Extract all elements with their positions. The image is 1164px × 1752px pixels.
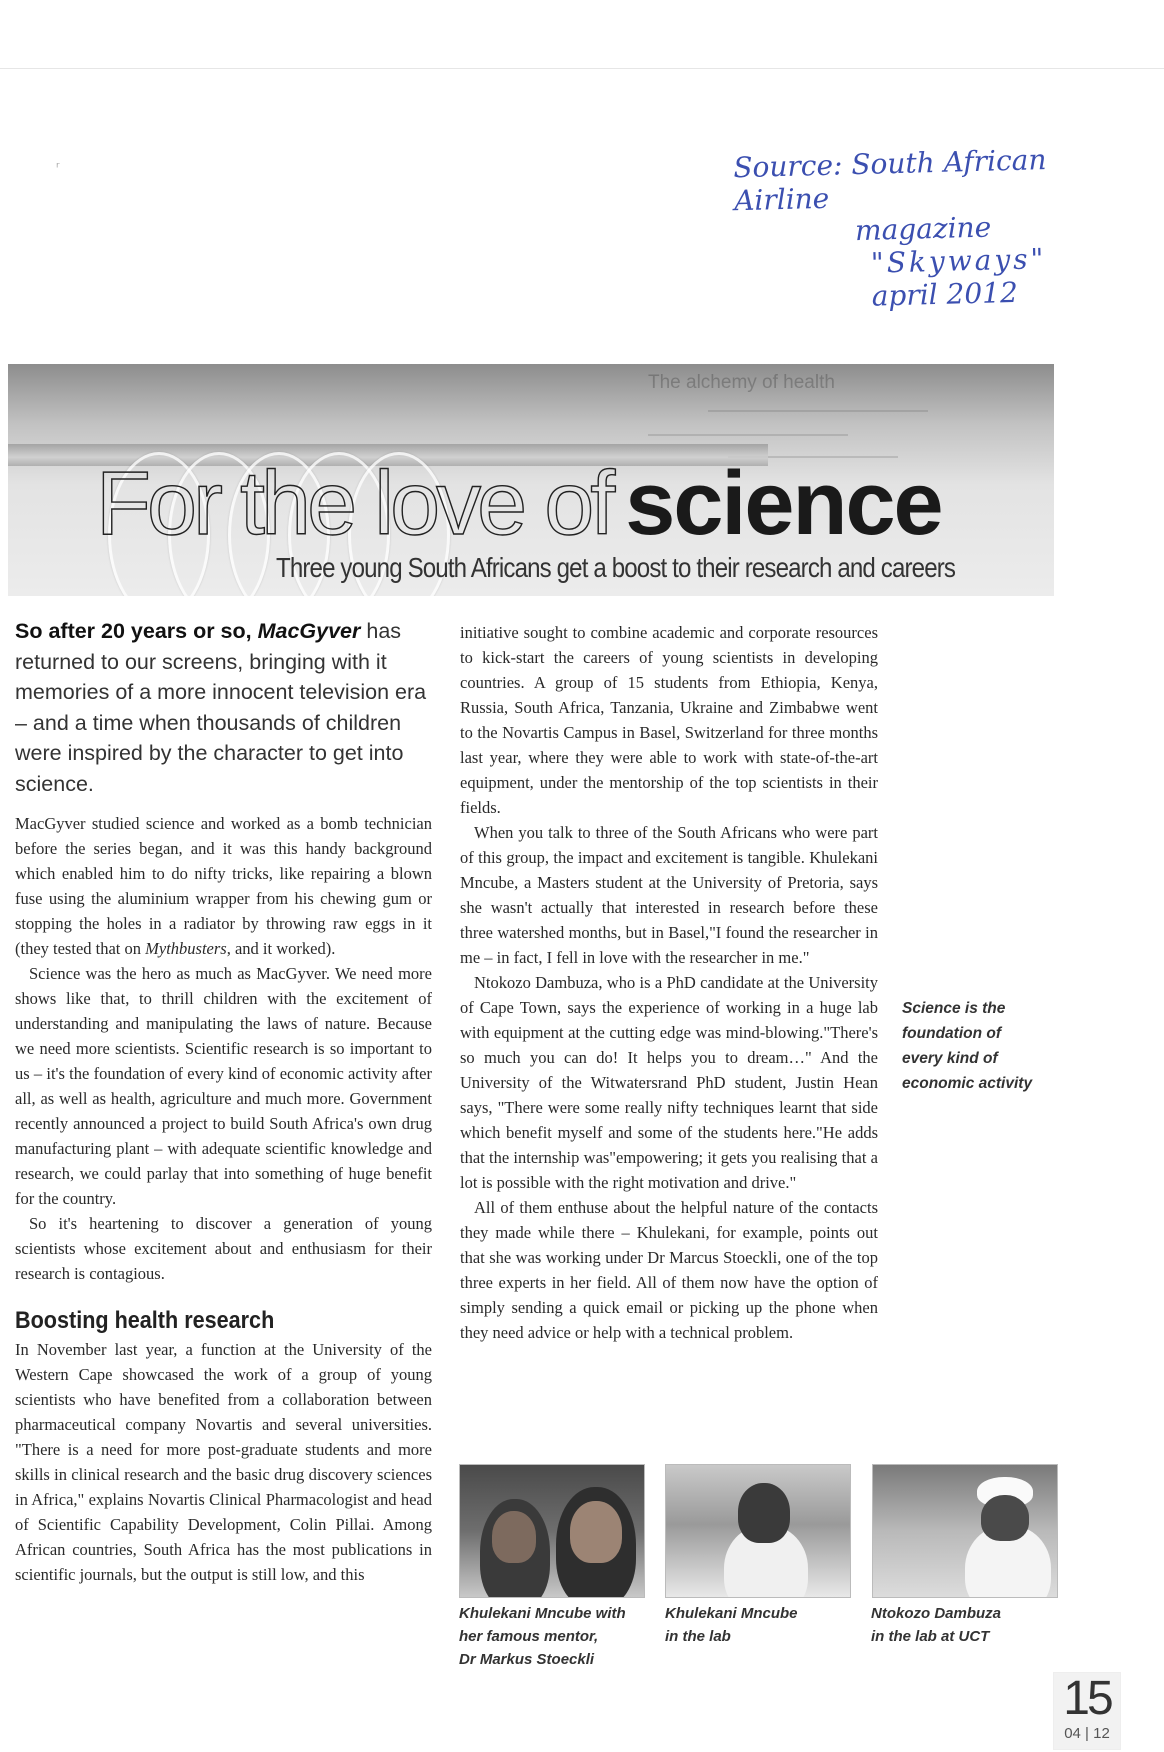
handnote-line-2: magazine: [854, 210, 992, 248]
caption-line: in the lab at UCT: [871, 1628, 990, 1645]
page-number: 15: [1063, 1672, 1111, 1725]
handnote-line-4: april 2012: [871, 275, 1019, 313]
pullquote-line: economic activity: [902, 1075, 1033, 1092]
top-rule: [0, 68, 1164, 69]
body-paragraph: Ntokozo Dambuza, who is a PhD candidate at the University of Cape Town, says the experience of working in a huge lab with equipment at the cutting edge was mind-blowing."There's so much you can do! It helps you to dream…" And the University of the Witwatersrand PhD student, Justin Hean says, "There were some really nifty techniques learnt that side which benefit myself and some of the students here."He adds that the internship was"empowering; it gets you realising that a lot is possible with the right motivation and drive.": [460, 973, 878, 1192]
handnote-line-3: "Skyways": [870, 242, 1047, 280]
caption-line: Khulekani Mncube: [665, 1605, 798, 1622]
body-paragraph: All of them enthuse about the helpful nature of the contacts they made while there – Khulekani, for example, points out that she was working under Dr Marcus Stoeckli, one of the top three experts in her field. All of them now have the option of simply sending a quick email or picking up the phone when they need advice or help with a technical problem.: [460, 1198, 878, 1342]
pullquote-line: Science is the: [902, 1000, 1006, 1017]
caption-line: Dr Markus Stoeckli: [459, 1651, 595, 1668]
caption-line: her famous mentor,: [459, 1628, 599, 1645]
handnote-line-1: Source: South African Airline: [732, 143, 1047, 218]
section-heading: Boosting health research: [15, 1307, 275, 1334]
body-paragraph: initiative sought to combine academic and corporate resources to kick-start the careers of young scientists in developing countries. A group of 15 students from Ethiopia, Kenya, Russia, South Africa, Tanzania, Ukraine and Zimbabwe went to the Novartis Campus in Basel, Switzerland for three months last year, where they were able to work with state-of-the-art equipment, under the mentorship of the top scientists in their fields.: [460, 623, 878, 817]
body-paragraph: In November last year, a function at the University of the Western Cape showcased the work of a group of young scientists who have benefited from a collaboration between pharmaceutical company Novartis and several universities. "There is a need for more post-graduate students and more skills in clinical research and the basic drug discovery sciences in Africa," explains Novartis Clinical Pharmacologist and head of Scientific Capability Development, Colin Pillai. Among African countries, South Africa has the most publications in scientific journals, but the output is still low, and this: [15, 1340, 432, 1584]
hero-background-line: [708, 410, 928, 412]
body-paragraph: Science was the hero as much as MacGyver. We need more shows like that, to thrill children with the excitement of understanding and manipulating the laws of nature. Because we need more scientists. Scientific research is so important to us – it's the foundation of every kind of economic activity after all, as well as health, agriculture and much more. Government recently announced a project to build South Africa's own drug manufacturing plant – with adequate scientific knowledge and research, we could parlay that into something of huge benefit for the country.: [15, 964, 432, 1208]
body-paragraph: When you talk to three of the South Africans who were part of this group, the impact and excitement is tangible. Khulekani Mncube, a Masters student at the University of Pretoria, says she wasn't actually that interested in research before these three watershed months, but in Basel,"I found the researcher in me – in fact, I fell in love with the researcher in me.": [460, 823, 878, 967]
hero-background-line: [648, 434, 848, 436]
photo-mncube-with-mentor: [459, 1464, 645, 1598]
pullquote-line: every kind of: [902, 1050, 998, 1067]
face-shape: [570, 1501, 622, 1563]
column-1: [15, 616, 432, 1587]
column-2: [460, 620, 878, 1345]
page-number-box: [1053, 1672, 1121, 1750]
photo-caption: [871, 1602, 1061, 1648]
photo-mncube-in-lab: [665, 1464, 851, 1598]
photo-caption: [665, 1602, 855, 1648]
lead-bold-italic: MacGyver: [257, 619, 361, 643]
title-thin: For the love of: [96, 454, 612, 554]
face-shape: [738, 1483, 790, 1543]
title-bold: science: [625, 454, 942, 554]
pull-quote: [902, 996, 1052, 1096]
scan-mark: ʳ: [56, 160, 60, 176]
caption-line: Ntokozo Dambuza: [871, 1605, 1002, 1622]
lead-rest: has returned to our screens, bringing with it memories of a more innocent television era – and a time when thousands of children were inspired by the character to get into science.: [15, 619, 427, 796]
photo-dambuza-in-lab: [872, 1464, 1058, 1598]
pullquote-line: foundation of: [902, 1025, 1001, 1042]
lead-bold: So after 20 years or so,: [15, 619, 258, 643]
caption-line: Khulekani Mncube with: [459, 1605, 626, 1622]
body-italic: Mythbusters: [145, 939, 227, 958]
body-paragraph: [15, 811, 432, 961]
article-title: [96, 454, 942, 554]
lead-paragraph: [15, 616, 432, 799]
body-paragraph: So it's heartening to discover a generation of young scientists whose excitement about and enthusiasm for their research is contagious.: [15, 1214, 432, 1283]
hero-background-text: The alchemy of health: [648, 372, 835, 393]
handwritten-source-note: [733, 141, 1137, 316]
face-shape: [981, 1495, 1029, 1541]
photo-caption: [459, 1602, 649, 1671]
body-text: , and it worked).: [226, 939, 336, 958]
issue-date: 04 | 12: [1064, 1725, 1110, 1742]
article-subtitle: Three young South Africans get a boost to their research and careers: [276, 552, 956, 583]
caption-line: in the lab: [665, 1628, 731, 1645]
body-text: MacGyver studied science and worked as a bomb technician before the series began, and it was this handy background which enabled him to do nifty tricks, like repairing a blown fuse using the aluminium wrapper from his chewing gum or stopping the holes in a radiator by throwing raw eggs in it (they tested that on: [15, 814, 432, 958]
face-shape: [492, 1511, 536, 1563]
